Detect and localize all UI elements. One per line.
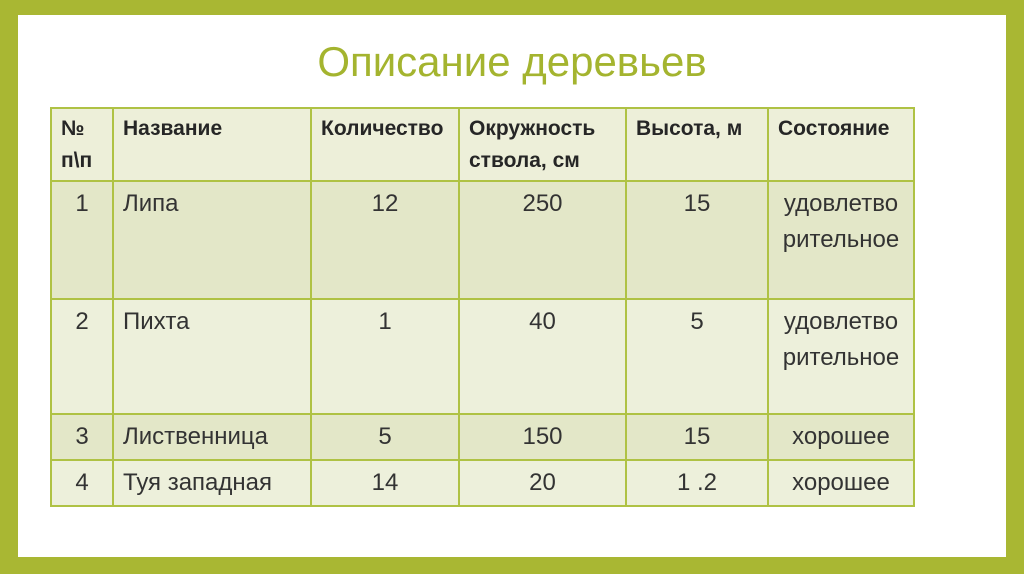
cell-name: Липа — [113, 181, 311, 299]
table-row — [51, 299, 914, 414]
cell-condition: хорошее — [768, 414, 914, 460]
cell-circumference: 250 — [459, 181, 626, 299]
column-header-circumference: Окружность ствола, см — [459, 108, 626, 181]
page-title: Описание деревьев — [317, 38, 707, 85]
cell-number: 2 — [51, 299, 113, 414]
column-header-condition: Состояние — [768, 108, 914, 181]
table-row — [51, 460, 914, 506]
column-header-name: Название — [113, 108, 311, 181]
cell-height: 15 — [626, 181, 768, 299]
cell-circumference: 20 — [459, 460, 626, 506]
column-header-number: № п\п — [51, 108, 113, 181]
cell-circumference: 150 — [459, 414, 626, 460]
cell-condition: удовлетворительное — [768, 299, 914, 414]
cell-height: 5 — [626, 299, 768, 414]
cell-number: 3 — [51, 414, 113, 460]
table-row — [51, 414, 914, 460]
cell-height: 15 — [626, 414, 768, 460]
column-header-quantity: Количество — [311, 108, 459, 181]
content-area — [18, 15, 1006, 557]
cell-height: 1 .2 — [626, 460, 768, 506]
cell-condition: удовлетворительное — [768, 181, 914, 299]
cell-name: Пихта — [113, 299, 311, 414]
cell-name: Туя западная — [113, 460, 311, 506]
column-header-height: Высота, м — [626, 108, 768, 181]
table-header-row — [51, 108, 914, 181]
table-row — [51, 181, 914, 299]
cell-name: Лиственница — [113, 414, 311, 460]
cell-quantity: 12 — [311, 181, 459, 299]
cell-number: 1 — [51, 181, 113, 299]
trees-table — [50, 107, 915, 507]
cell-number: 4 — [51, 460, 113, 506]
cell-quantity: 1 — [311, 299, 459, 414]
cell-condition: хорошее — [768, 460, 914, 506]
cell-quantity: 5 — [311, 414, 459, 460]
cell-circumference: 40 — [459, 299, 626, 414]
cell-quantity: 14 — [311, 460, 459, 506]
